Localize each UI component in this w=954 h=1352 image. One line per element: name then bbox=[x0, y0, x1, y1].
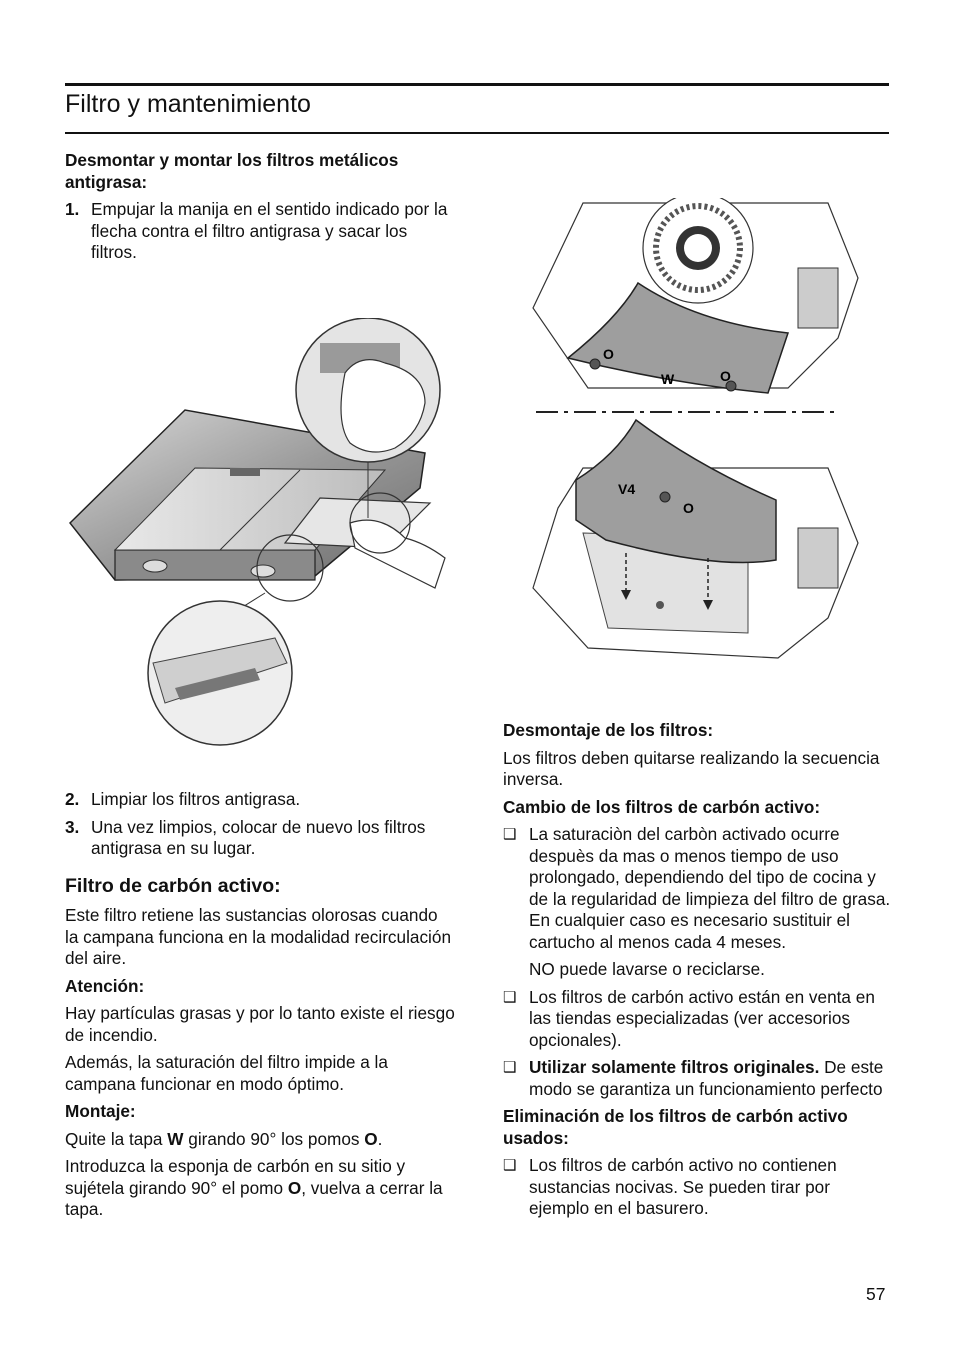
atencion-text-2: Además, la saturación del filtro impide a la campana funcionar en modo óptimo. bbox=[65, 1052, 388, 1094]
right-column bbox=[503, 720, 893, 1226]
no-lavar-text: NO puede lavarse o reciclarse. bbox=[529, 959, 765, 979]
step-number: 2. bbox=[65, 789, 80, 809]
label-o: O bbox=[287, 1177, 302, 1198]
carbon-intro: Este filtro retiene las sustancias olorosas cuando la campana funciona en la modalidad recirculación del aire. bbox=[65, 905, 451, 968]
checkbox-icon: ❑ bbox=[503, 1059, 517, 1076]
step-1 bbox=[65, 199, 455, 264]
desmontaje-text: Los filtros deben quitarse realizando la secuencia inversa. bbox=[503, 747, 880, 789]
step-text: Una vez limpios, colocar de nuevo los filtros antigrasa en su lugar. bbox=[91, 816, 426, 858]
atencion-label: Atención: bbox=[65, 975, 145, 996]
list-item bbox=[503, 1155, 893, 1220]
step-3 bbox=[65, 817, 455, 860]
heading-desmontar: Desmontar y montar los filtros metálicos antigrasa: bbox=[65, 150, 399, 192]
montaje-label: Montaje: bbox=[65, 1101, 136, 1121]
list-item bbox=[503, 1057, 893, 1100]
page-title: Filtro y mantenimiento bbox=[65, 90, 311, 118]
label-v4: V4 bbox=[618, 481, 636, 497]
montaje-text-1 bbox=[65, 1129, 455, 1151]
left-column-bottom bbox=[65, 789, 455, 1227]
list-item-text bbox=[529, 1057, 893, 1100]
carbon-filter-diagram bbox=[528, 198, 868, 674]
page-number: 57 bbox=[866, 1284, 886, 1304]
eliminacion-label: Eliminación de los filtros de carbón activo usados: bbox=[503, 1106, 848, 1148]
text-span: , vuelva a cerrar la tapa. bbox=[65, 1177, 443, 1219]
atencion-text-1: Hay partículas grasas y por lo tanto existe el riesgo de incendio. bbox=[65, 1003, 455, 1045]
step-2 bbox=[65, 789, 455, 811]
left-column-top bbox=[65, 150, 455, 270]
label-w: W bbox=[661, 371, 675, 387]
carbon-filter-title: Filtro de carbón activo: bbox=[65, 874, 281, 897]
list-item-text: Los filtros de carbón activo no contienen sustancias nocivas. Se pueden tirar por ejemplo en el basurero. bbox=[529, 1155, 837, 1218]
checkbox-icon: ❑ bbox=[503, 988, 517, 1006]
montaje-text-2 bbox=[65, 1156, 455, 1221]
checkbox-icon: ❑ bbox=[503, 826, 517, 843]
label-w: W bbox=[167, 1128, 184, 1149]
label-o: O bbox=[364, 1128, 378, 1149]
list-item-text: Los filtros de carbón activo están en venta en las tiendas especializadas (ver accesorios opcionales). bbox=[529, 986, 875, 1050]
hood-filter-illustration bbox=[65, 318, 450, 746]
list-item-text: La saturaciòn del carbòn activado ocurre despuès da mas o menos tiempo de uso prolongado, dependiendo del tipo de cocina y de la regularidad de limpieza del filtro de grasa. En cualquier caso es necesario sustituir el cartucho al menos cada 4 meses. bbox=[529, 824, 891, 952]
text-span: girando 90° los pomos bbox=[183, 1128, 365, 1149]
originales-bold: Utilizar solamente filtros originales. bbox=[529, 1057, 820, 1077]
step-text: Limpiar los filtros antigrasa. bbox=[91, 789, 301, 809]
text-span: Introduzca la esponja de carbón en su sitio y sujétela girando 90° el pomo bbox=[65, 1156, 406, 1198]
step-text: Empujar la manija en el sentido indicado por la flecha contra el filtro antigrasa y sacar los filtros. bbox=[91, 199, 448, 262]
desmontaje-label: Desmontaje de los filtros: bbox=[503, 720, 714, 740]
cambio-label: Cambio de los filtros de carbón activo: bbox=[503, 796, 821, 817]
header-rule-top bbox=[65, 83, 889, 86]
label-o-upper-left: O bbox=[603, 346, 614, 362]
label-o-upper-right: O bbox=[720, 368, 731, 384]
header-rule-bottom bbox=[65, 132, 889, 134]
step-number: 3. bbox=[65, 816, 80, 837]
list-item bbox=[503, 987, 893, 1052]
originales-rest: De este modo se garantiza un funcionamiento perfecto bbox=[529, 1057, 884, 1099]
step-number: 1. bbox=[65, 199, 80, 219]
label-o-lower: O bbox=[683, 500, 694, 516]
text-span: . bbox=[377, 1128, 383, 1149]
text-span: Quite la tapa bbox=[65, 1128, 168, 1149]
checkbox-icon: ❑ bbox=[503, 1157, 517, 1174]
list-item bbox=[503, 824, 893, 953]
